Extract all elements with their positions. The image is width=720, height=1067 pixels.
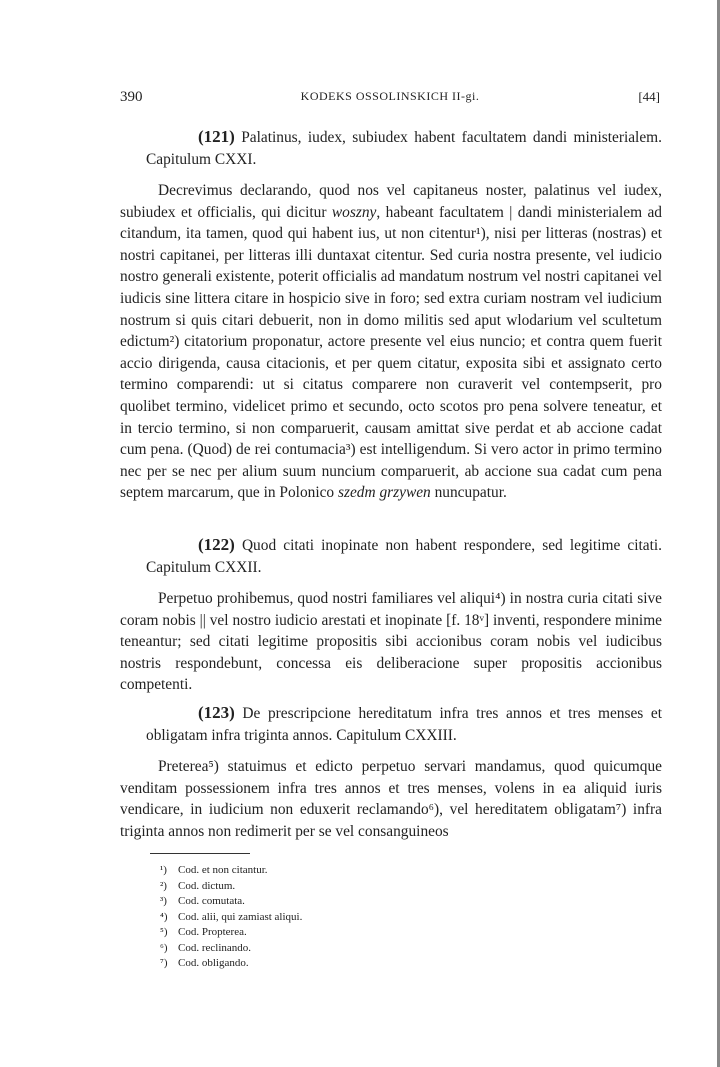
chapter-heading bbox=[120, 702, 662, 747]
chapter-122 bbox=[120, 534, 662, 696]
footnote-text: Cod. et non citantur. bbox=[178, 864, 268, 876]
footnote-separator bbox=[150, 853, 250, 854]
chapter-body: Perpetuo prohibemus, quod nostri familiares vel aliqui⁴) in nostra curia citati sive coram nobis || vel nostro iudicio arestati et inopinate [f. 18ᵛ] inventi, respondere minime teneantur; sed citati legitime propositis sibi accionibus coram nobis vel iudicibus nostris respondebunt, concessa eis deliberacione super propositis accionibus competenti. bbox=[120, 590, 662, 694]
footnote-text: Cod. alii, qui zamiast aliqui. bbox=[178, 910, 303, 923]
footnote bbox=[160, 941, 302, 957]
chapter-title: Quod citati inopinate non habent respondere, sed legitime citati. Capitulum CXXII. bbox=[146, 537, 662, 576]
footnote-text: Cod. reclinando. bbox=[178, 941, 252, 954]
footnote bbox=[160, 863, 302, 879]
chapter-121 bbox=[120, 126, 662, 504]
footnote-mark: ⁶) bbox=[160, 941, 168, 954]
footnote bbox=[160, 910, 302, 926]
chapter-number: (122) bbox=[198, 535, 235, 554]
footnote-text: Cod. comutata. bbox=[178, 895, 245, 907]
footnote bbox=[160, 925, 302, 941]
footnote-mark: ⁴) bbox=[160, 910, 168, 923]
chapter-title: Palatinus, iudex, subiudex habent facultatem dandi ministerialem. Capitulum CXXI. bbox=[146, 129, 662, 168]
chapter-title: De prescripcione hereditatum infra tres annos et tres menses et obligatam infra triginta annos. Capitulum CXXIII. bbox=[146, 705, 662, 744]
chapter-body: Decrevimus declarando, quod nos vel capitaneus noster, palatinus vel iudex, subiudex et officialis, qui dicitur woszny, habeant facultatem | dandi ministerialem ad citandum, ita tamen, quod qui habent ius, ut non citentur¹), nisi per litteras (nostras) et nostri capitanei, per litteras illi duntaxat citentur. Sed curia nostra presente, vel iudicio nostro generali existente, poterit officialis ad mandatum nostrum vel nostri capitanei vel iudicis sine littera citare in hospicio sive in foro; sed extra curiam nostram vel iudicium nostrum si quis citari debuerit, non in domo militis sed aput wlodarium vel scultetum edictum²) citatorium proponatur, actore presente vel eius nuncio; et contra quem fuerit accio dirigenda, causa citacionis, et per quem citatur, exposita sibi et assignato certo termino comparendi: ut si citatus comparere non curaverit vel contempserit, pro quolibet termino, videlicet primo et secundo, octo scotos pro pena solvere teneatur, et in tercio termino, si non comparuerit, causam amittat sive perdat et ab accione cadat cum pena. (Quod) de rei contumacia³) est intelligendum. Si vero actor in primo termino nec per se nec per alium suum nuncium comparuerit, ab accione sua cadat cum pena septem marcarum, que in Polonico szedm grzywen nuncupatur. bbox=[120, 182, 663, 502]
running-header bbox=[120, 89, 660, 109]
footnote-mark: ⁵) bbox=[160, 926, 168, 938]
chapter-number: (123) bbox=[198, 703, 235, 722]
running-title: KODEKS OSSOLINSKICH II-gi. bbox=[300, 89, 480, 103]
footnote-text: Cod. dictum. bbox=[178, 879, 236, 892]
chapter-body: Preterea⁵) statuimus et edicto perpetuo servari mandamus, quod quicumque venditam possessionem infra tres annos et tres menses, volens in ea aliquid iuris vendicare, in iudicium non eduxerit reclamando⁶), vel hereditatem obligatam⁷) infra triginta annos non redimerit per se vel consanguineos bbox=[120, 758, 662, 840]
chapter-heading bbox=[120, 126, 662, 171]
footnote-mark: ⁷) bbox=[160, 957, 168, 969]
chapter-number: (121) bbox=[198, 127, 235, 146]
chapter-heading bbox=[120, 534, 662, 579]
section-reference: [44] bbox=[638, 89, 660, 104]
footnote bbox=[160, 956, 302, 972]
footnote-mark: ³) bbox=[160, 895, 167, 907]
footnote-mark: ¹) bbox=[160, 864, 167, 876]
footnote-mark: ²) bbox=[160, 879, 167, 892]
footnotes-list bbox=[160, 863, 302, 972]
footnote bbox=[160, 879, 302, 895]
page-number: 390 bbox=[120, 89, 143, 105]
chapter-123 bbox=[120, 702, 662, 842]
footnote-text: Cod. obligando. bbox=[178, 957, 249, 969]
footnote bbox=[160, 894, 302, 910]
footnote-text: Cod. Propterea. bbox=[178, 926, 247, 938]
